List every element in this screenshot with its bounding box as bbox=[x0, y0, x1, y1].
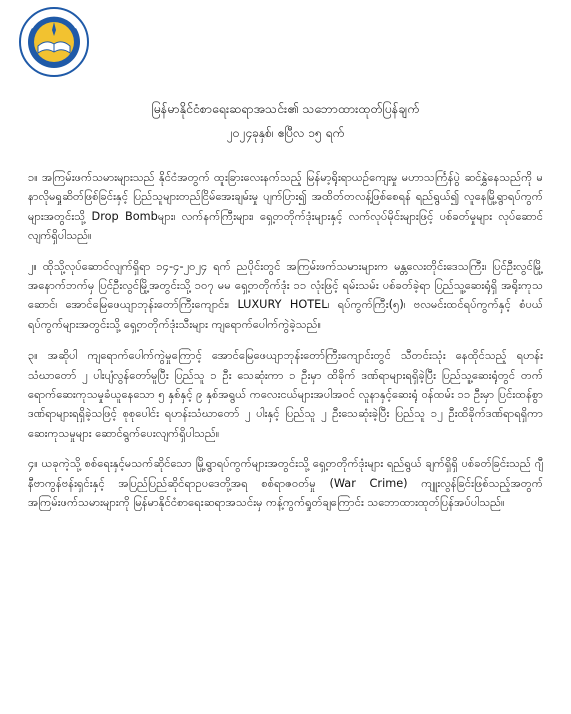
statement-body bbox=[28, 168, 543, 524]
header bbox=[0, 100, 571, 142]
paragraph-2: ၂။ ထိုသို့လုပ်ဆောင်လျက်ရှိရာ ၁၄-၄-၂၀၂၄ ရက် ညပိုင်းတွင် အကြမ်းဖက်သမားများက မန္တလေးတိုင်းဒေသကြီး၊ ပြင်ဦးလွင်မြို့အနောက်ဘက်မှ ပြင်ဦးလွင်မြို့အတွင်းသို့ ၁၀၇ မမ ရှေ့တတိုက်ဒုံး ၁၁ လုံးဖြင့် ရမ်းသမ်း ပစ်ခတ်ခဲ့ရာ ပြည်သူ့ဆေးရုံရှိ အရိုးကုသဆောင်၊ အောင်မြေဖေယျာဘုန်းတော်ကြီးကျောင်း၊ LUXURY HOTEL၊ ရပ်ကွက်ကြီး(၅)၊ ဗလမင်းထင်ရပ်ကွက်နှင့် စံပယ်ရပ်ကွက်များအတွင်းသို့ ရှေ့တတိုက်ဒုံးသီးများ ကျရောက်ပေါက်ကွဲခဲ့သည်။ bbox=[28, 259, 544, 331]
document-date: ၂၀၂၄ခုနှစ်၊ ဧပြီလ ၁၅ ရက် bbox=[226, 126, 345, 140]
paragraph-1: ၁။ အကြမ်းဖက်သမားများသည် နိုင်ငံအတွက် ထူးခြားလေးနက်သည့် မြန်မာ့ရိုးရာယဉ်ကျေးမှု မဟာသင်္ကြန်ပွဲ ဆင်နွှဲနေသည်ကို မနာလိုမရှုဆိတ်ဖြစ်ခြင်းနှင့် ပြည်သူများတည်ငြိမ်အေးချမ်းမှု ပျက်ပြား၍ အထိတ်တလန့်ဖြစ်စေရန် ရည်ရွယ်၍ လူနေမြို့ရွာရပ်ကွက်များအတွင်းသို့ Drop Bombများ၊ လက်နက်ကြီးများ၊ ရှေ့တတိုက်ဒုံးများနှင့် လက်လုပ်မိုင်းများဖြင့် ပစ်ခတ်မှုများ လုပ်ဆောင်လျက်ရှိပါသည်။ bbox=[28, 171, 543, 243]
paragraph-3: ၃။ အဆိုပါ ကျရောက်ပေါက်ကွဲမှုကြောင့် အောင်မြေဖေယျာဘုန်းတော်ကြီးကျောင်းတွင် သီတင်းသုံး နေထိုင်သည့် ရဟန်းသံဃာတော် ၂ ပါးပျံလွန်တော်မူပြီး ပြည်သူ ၁ ဦး သေဆုံးကာ ၁ ဦးမှာ ထိခိုက် ဒဏ်ရာများရရှိခဲ့ပြီး ပြည်သူ့ဆေးရုံတွင် တက်ရောက်ဆေးကုသမှုခံယူနေသော ၅ နှစ်နှင့် ၉ နှစ်အရွယ် ကလေးငယ်များအပါအဝင် လူနာနှင့်ဆေးရုံ ဝန်ထမ်း ၁၁ ဦးမှာ ပြင်းထန်စွာဒဏ်ရာများရရှိခဲ့သဖြင့် စုစုပေါင်း ရဟန်းသံဃာတော် ၂ ပါးနှင့် ပြည်သူ ၂ ဦးသေဆုံးခဲ့ပြီး ပြည်သူ ၁၂ ဦးထိခိုက်ဒဏ်ရာရရှိကာ ဆေးကုသမှုများ ဆောင်ရွက်ပေးလျက်ရှိပါသည်။ bbox=[28, 349, 543, 440]
association-logo bbox=[18, 6, 90, 78]
document-title: မြန်မာနိုင်ငံစာရေးဆရာအသင်း၏ သဘောထားထုတ်ပြန်ချက် bbox=[151, 101, 420, 116]
paragraph-4: ၄။ ယခုကဲ့သို့ စစ်ရေးနှင့်မသက်ဆိုင်သော မြို့ရွာရပ်ကွက်များအတွင်းသို့ ရှေ့တတိုက်ဒုံးများ ရည်ရွယ် ချက်ရှိရှိ ပစ်ခတ်ခြင်းသည် ဂျီနီဗာကွန်ဗန်းရှင်းနှင့် အပြည်ပြည်ဆိုင်ရာဥပဒေတို့အရ စစ်ရာဇဝတ်မှု (War Crime) ကျူးလွန်ခြင်းဖြစ်သည့်အတွက် အကြမ်းဖက်သမားများကို မြန်မာနိုင်ငံစာရေးဆရာအသင်းမှ ကန့်ကွက်ရှုတ်ချကြောင်း သဘောထားထုတ်ပြန်အပ်ပါသည်။ bbox=[28, 457, 543, 510]
open-book-emblem-icon bbox=[18, 6, 90, 78]
